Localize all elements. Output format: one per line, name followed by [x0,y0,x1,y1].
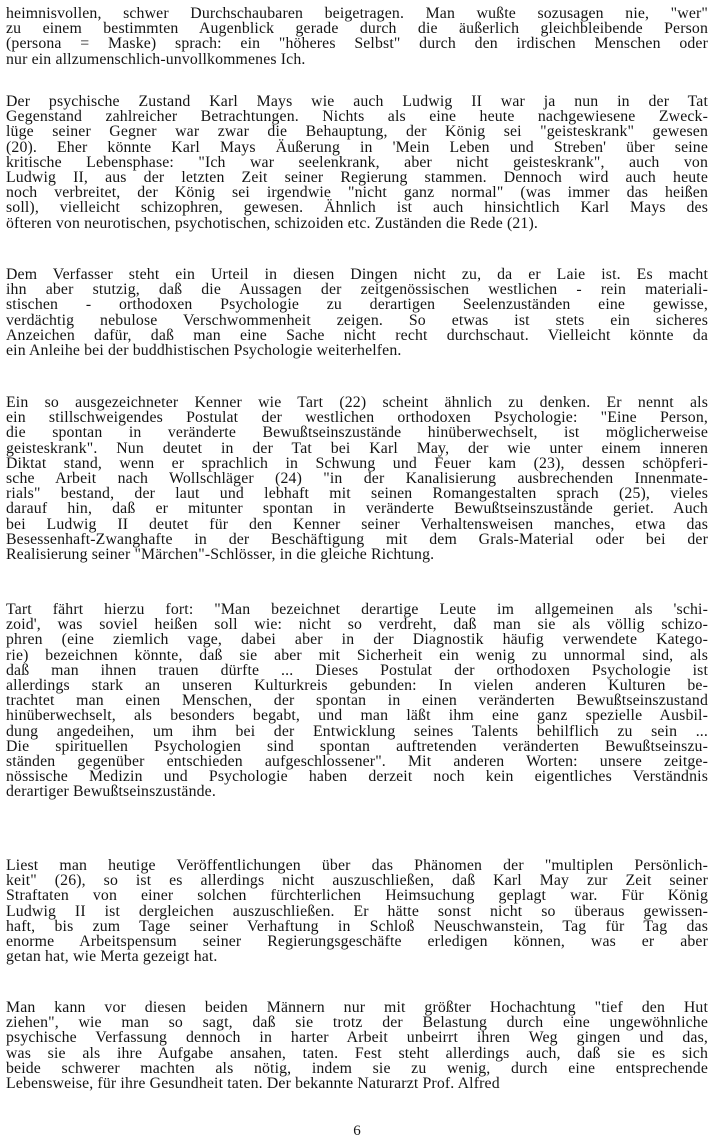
text-line: Man kann vor diesen beiden Männern nur mit größter Hochachtung "tief den Hut [6,999,708,1016]
text-line: Ein so ausgezeichneter Kenner wie Tart (22) scheint ähnlich zu denken. Er nennt als [6,394,708,411]
paragraph [6,94,708,231]
text-line: geisteskrank". Nun deutet in der Tat bei Karl May, der wie unter einem inneren [6,439,708,457]
text-line: Tart fährt hierzu fort: "Man bezeichnet derartige Leute im allgemeinen als 'schi- [6,601,708,618]
text-line: rials" bestand, der laut und lebhaft mit seinen Romangestalten sprach (25), vieles [6,485,708,503]
text-line: Liest man heutige Veröffentlichungen über das Phänomen der "multiplen Persönlich- [6,857,708,874]
text-line: noch verbreitet, der König sei irgendwie "nicht ganz normal" (was immer das heißen [6,184,708,202]
text-line: nur ein allzumenschlich-unvollkommenes Ich. [6,50,306,68]
text-line: enorme Arbeitspensum seiner Regierungsgeschäfte erledigen können, was er aber [6,933,708,951]
text-line: Dem Verfasser steht ein Urteil in diesen Dingen nicht zu, da er Laie ist. Es macht [6,266,708,283]
text-line: Besessenhaft-Zwanghafte in der Beschäftigung mit dem Grals-Material oder bei der [6,530,708,548]
text-line: haft, bis zum Tage seiner Verhaftung in Schloß Neuschwanstein, Tag für Tag das [6,917,708,935]
text-line: ziehen", wie man so sagt, daß sie trotz der Belastung durch eine ungewöhnliche [6,1014,708,1032]
text-line: Anzeichen dafür, daß man eine Sache nicht recht durchschaut. Vielleicht könnte da [6,326,708,344]
text-line: soll), vielleicht schizophren, gewesen. Ähnlich ist auch hinsichtlich Karl Mays des [6,199,708,217]
text-line: getan hat, wie Merta gezeigt hat. [6,948,218,966]
text-line: ständen gegenüber entschieden aufgeschlossener". Mit anderen Worten: unsere zeitge- [6,753,708,771]
text-line: allerdings stark an unseren Kulturkreis gebunden: In vielen anderen Kulturen be- [6,677,708,695]
paragraph [6,1000,708,1091]
text-line: Ludwig II ist dergleichen auszuschließen. Er hätte sonst nicht so überaus gewissen- [6,902,708,920]
text-line: ein stillschweigendes Postulat der westlichen orthodoxen Psychologie: "Eine Person, [6,409,708,427]
text-line: Gegenstand zahlreicher Betrachtungen. Nichts als eine heute nachgewiesene Zweck- [6,108,708,126]
text-line: Die spirituellen Psychologien sind spontan auftretenden veränderten Bewußtseinszu- [6,737,708,755]
text-line: heimnisvollen, schwer Durchschaubaren beigetragen. Man wußte sozusagen nie, "wer" [6,5,708,22]
text-line: darauf hin, daß er mitunter spontan in veränderte Bewußtseinszustände geriet. Auch [6,500,708,518]
text-line: beide schwerer machten als nötig, indem sie zu wenig, durch eine entsprechende [6,1059,708,1077]
text-line: stischen - orthodoxen Psychologie zu derartigen Seelenzuständen eine gewisse, [6,296,708,314]
text-line: öfteren von neurotischen, psychotischen, schizoiden etc. Zuständen die Rede (21). [6,214,538,232]
text-line: zoid', was soviel heißen soll wie: nicht so verdreht, daß man sie als völlig schizo- [6,616,708,634]
text-line: phren (eine ziemlich vage, dabei aber in der Diagnostik häufig verwendete Katego- [6,631,708,649]
text-line: ein Anleihe bei der buddhistischen Psychologie weiterhelfen. [6,342,402,360]
text-line: ihn aber stutzig, daß die Aussagen der zeitgenössischen westlichen - rein materiali- [6,281,708,299]
text-line: kritische Lebensphase: "Ich war seelenkrank, aber nicht geisteskrank", auch von [6,153,708,171]
text-line: nössische Medizin und Psychologie haben derzeit noch kein eigentliches Verständnis [6,768,708,786]
text-line: (persona = Maske) sprach: ein "höheres Selbst" durch den irdischen Menschen oder [6,35,708,53]
text-line: verdächtig nebulose Verschwommenheit zeigen. So etwas ist stets ein sicheres [6,311,708,329]
text-line: psychische Verfassung dennoch in harter Arbeit unbeirrt ihren Weg gingen und das, [6,1029,708,1047]
paragraph [6,6,708,67]
text-line: trachtet man einen Menschen, der spontan in einen veränderten Bewußtseinszustand [6,692,708,710]
text-line: rie) bezeichnen könnte, daß sie aber mit Sicherheit ein wenig zu unnormal sind, als [6,646,708,664]
text-line: Ludwig II, aus der letzten Zeit seiner Regierung stammen. Dennoch wird auch heute [6,169,708,187]
text-line: derartiger Bewußtseinszustände. [6,783,216,801]
text-line: Lebensweise, für ihre Gesundheit taten. Der bekannte Naturarzt Prof. Alfred [6,1075,500,1093]
text-line: dung angedeihen, um ihm bei der Entwicklung seines Talents behilflich zu sein ... [6,722,708,740]
text-line: lüge seiner Gegner war zwar die Behauptung, der König sei "geisteskrank" gewesen [6,123,708,141]
text-line: zu einem bestimmten Augenblick gerade durch die äußerlich gleichbleibende Person [6,20,708,38]
text-line: was sie als ihre Aufgabe ansahen, taten. Fest steht allerdings auch, daß sie es sich [6,1044,708,1062]
document-page [6,0,708,1146]
paragraph [6,395,708,562]
text-line: sche Arbeit nach Wollschläger (24) "in der Kanalisierung ausbrechenden Innenmate- [6,470,708,488]
text-line: keit" (26), so ist es allerdings nicht auszuschließen, daß Karl May zur Zeit seiner [6,872,708,890]
text-line: hinüberwechselt, als besonders begabt, und man läßt ihm eine ganz spezielle Ausbil- [6,707,708,725]
text-line: (20). Eher könnte Karl Mays Äußerung in 'Mein Leben und Streben' über seine [6,138,708,156]
text-line: die spontan in veränderte Bewußtseinszustände hinüberwechselt, ist möglicherweise [6,424,708,442]
text-line: Realisierung seiner "Märchen"-Schlösser, in die gleiche Richtung. [6,546,435,564]
paragraph [6,602,708,800]
text-line: bei Ludwig II deutet für den Kenner seiner Verhaltensweisen manches, etwa das [6,515,708,533]
text-line: Der psychische Zustand Karl Mays wie auch Ludwig II war ja nun in der Tat [6,93,708,110]
page-number: 6 [353,1123,361,1139]
text-line: Straftaten von einer solchen fürchterlichen Heimsuchung geplagt war. Für König [6,887,708,905]
text-line: Diktat stand, wenn er sprachlich in Schwung und Feuer kam (23), dessen schöpferi- [6,454,708,472]
text-line: daß man ihnen trauen dürfte ... Dieses Postulat der orthodoxen Psychologie ist [6,661,708,679]
paragraph [6,858,708,964]
paragraph [6,267,708,358]
